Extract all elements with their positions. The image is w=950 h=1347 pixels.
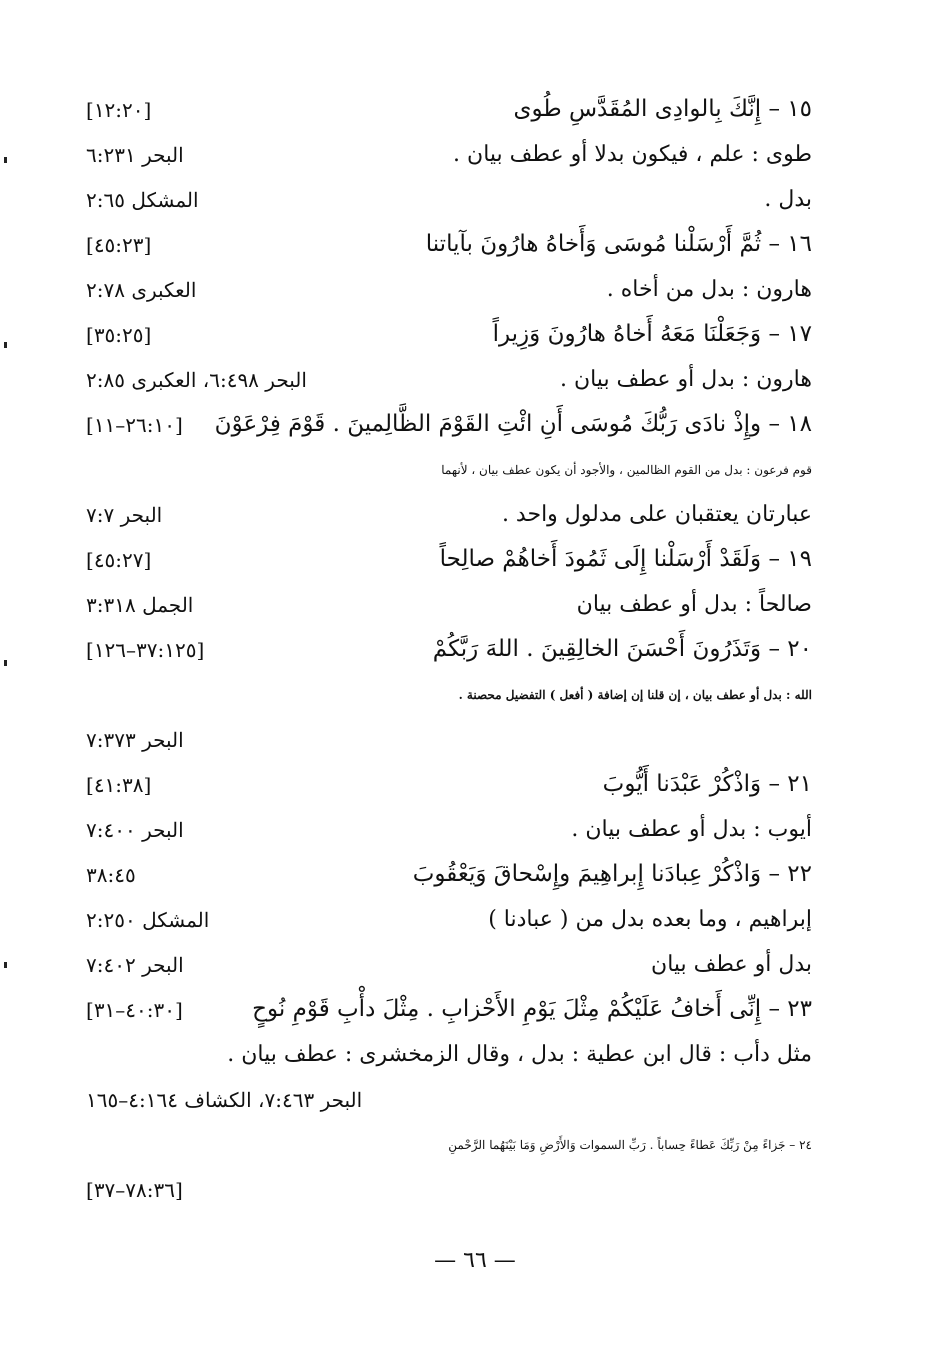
reference-citation: [٣٥:٢٥] xyxy=(86,323,152,347)
verse-text: ٢١ – وَاذْكُرْ عَبْدَنا أَيُّوبَ xyxy=(602,771,812,798)
verse-line xyxy=(86,988,812,1032)
commentary-text: طوى : علم ، فيكون بدلا أو عطف بيان . xyxy=(453,141,812,167)
note-line xyxy=(86,673,812,717)
verse-line xyxy=(86,313,812,357)
reference-citation: [٧٨:٣٦–٣٧] xyxy=(86,1178,183,1202)
commentary-text: عبارتان يعتقبان على مدلول واحد . xyxy=(501,501,812,527)
commentary-text: صالحاً : بدل أو عطف بيان xyxy=(576,591,812,617)
commentary-text: بدل . xyxy=(764,186,812,212)
reference-citation: البحر ٦:٢٣١ xyxy=(86,143,184,167)
verse-line xyxy=(86,538,812,582)
verse-text: ١٦ – ثُمَّ أَرْسَلْنا مُوسَى وَأَخاهُ هارُونَ بآياتنا xyxy=(425,231,812,258)
verse-line xyxy=(86,853,812,897)
reference-citation: [٤١:٣٨] xyxy=(86,773,152,797)
note-line xyxy=(86,1123,812,1167)
verse-text: ١٥ – إِنَّكَ بِالوادِى المُقَدَّسِ طُوى xyxy=(513,96,812,123)
verse-text: ١٨ – وإِذْ نادَى رَبُّكَ مُوسَى أَنِ ائْتِ القَوْمَ الظَّالِمينَ . قَوْمَ فِرْعَوْنَ xyxy=(214,411,812,438)
verse-line xyxy=(86,763,812,807)
reference-citation: [٤٥:٢٧] xyxy=(86,548,152,572)
reference-citation: المشكل ٢:٢٥٠ xyxy=(86,908,210,932)
note-line xyxy=(86,718,812,762)
note-line xyxy=(86,1033,812,1077)
reference-citation: العكبرى ٢:٧٨ xyxy=(86,278,197,302)
commentary-text: بدل أو عطف بيان xyxy=(651,951,812,977)
note-line xyxy=(86,1168,812,1212)
verse-line xyxy=(86,223,812,267)
scan-edge-mark xyxy=(4,342,7,348)
reference-citation: [٤٥:٢٣] xyxy=(86,233,152,257)
scan-edge-mark xyxy=(4,660,7,666)
note-line xyxy=(86,808,812,852)
note-line xyxy=(86,898,812,942)
commentary-text: إبراهيم ، وما بعده بدل من ( عبادنا ) xyxy=(488,906,812,932)
reference-citation: البحر ٦:٤٩٨، العكبرى ٢:٨٥ xyxy=(86,368,307,392)
commentary-text: هارون : بدل أو عطف بيان . xyxy=(559,366,812,392)
note-line xyxy=(86,493,812,537)
note-line xyxy=(86,358,812,402)
verse-text: ٢٢ – وَاذْكُرْ عِبادَنا إِبراهِيمَ وإِسْحاقَ وَيَعْقُوبَ xyxy=(412,861,812,888)
commentary-text: قوم فرعون : بدل من القوم الظالمين ، والأجود أن يكون عطف بيان ، لأنهما xyxy=(441,462,812,477)
reference-citation: البحر ٧:٣٧٣ xyxy=(86,728,184,752)
commentary-text: ٢٤ – جَزاءً مِنْ رَبِّكَ عَطاءً حِساباً . رَبِّ السموات وَالأَرْضِ وَمَا بَيْنَهُما الرَّحْمنِ xyxy=(448,1137,812,1152)
reference-citation: الجمل ٣:٣١٨ xyxy=(86,593,194,617)
verse-line xyxy=(86,88,812,132)
scan-edge-mark xyxy=(4,157,7,163)
note-line xyxy=(86,583,812,627)
note-line xyxy=(86,268,812,312)
note-line xyxy=(86,1078,812,1122)
verse-line xyxy=(86,403,812,447)
verse-line xyxy=(86,628,812,672)
reference-citation: [٣٧:١٢٥–١٢٦] xyxy=(86,638,205,662)
reference-citation: البحر ٧:٤٠٢ xyxy=(86,953,184,977)
verse-text: ١٧ – وَجَعَلْنَا مَعَهُ أَخاهُ هارُونَ وَزِيراً xyxy=(492,321,812,348)
note-line xyxy=(86,448,812,492)
scan-edge-mark xyxy=(4,962,7,968)
reference-citation: ٣٨:٤٥ xyxy=(86,863,136,887)
note-line xyxy=(86,178,812,222)
commentary-text: أيوب : بدل أو عطف بيان . xyxy=(571,816,812,842)
verse-text: ١٩ – وَلَقَدْ أَرْسَلْنا إِلَى ثَمُودَ أَخاهُمْ صالِحاً xyxy=(439,546,812,573)
reference-citation: [٤٠:٣٠–٣١] xyxy=(86,998,183,1022)
note-line xyxy=(86,133,812,177)
verse-text: ٢٠ – وَتَذَرُونَ أَحْسَنَ الخالِقِينَ . اللهَ رَبَّكُمْ xyxy=(432,636,812,663)
reference-citation: البحر ٧:٧ xyxy=(86,503,163,527)
commentary-text: مثل دأب : قال ابن عطية : بدل ، وقال الزمخشرى : عطف بيان . xyxy=(227,1041,812,1067)
reference-citation: [١٢:٢٠] xyxy=(86,98,152,122)
note-line xyxy=(86,943,812,987)
reference-citation: البحر ٧:٤٦٣، الكشاف ٤:١٦٤–١٦٥ xyxy=(86,1088,363,1112)
reference-citation: [٢٦:١٠–١١] xyxy=(86,413,183,437)
reference-citation: البحر ٧:٤٠٠ xyxy=(86,818,184,842)
commentary-text: هارون : بدل من أخاه . xyxy=(606,276,812,302)
reference-citation: المشكل ٢:٦٥ xyxy=(86,188,199,212)
commentary-text: الله : بدل أو عطف بيان ، إن قلنا إن إضافة ( أفعل ) التفضيل محصنة . xyxy=(458,687,812,702)
verse-text: ٢٣ – إِنِّى أَخافُ عَلَيْكُمْ مِثْلَ يَوْمِ الأَحْزابِ . مِثْلَ دأْبِ قَوْمِ نُوحٍ xyxy=(252,996,812,1023)
page-number: — ٦٦ — xyxy=(434,1248,516,1273)
